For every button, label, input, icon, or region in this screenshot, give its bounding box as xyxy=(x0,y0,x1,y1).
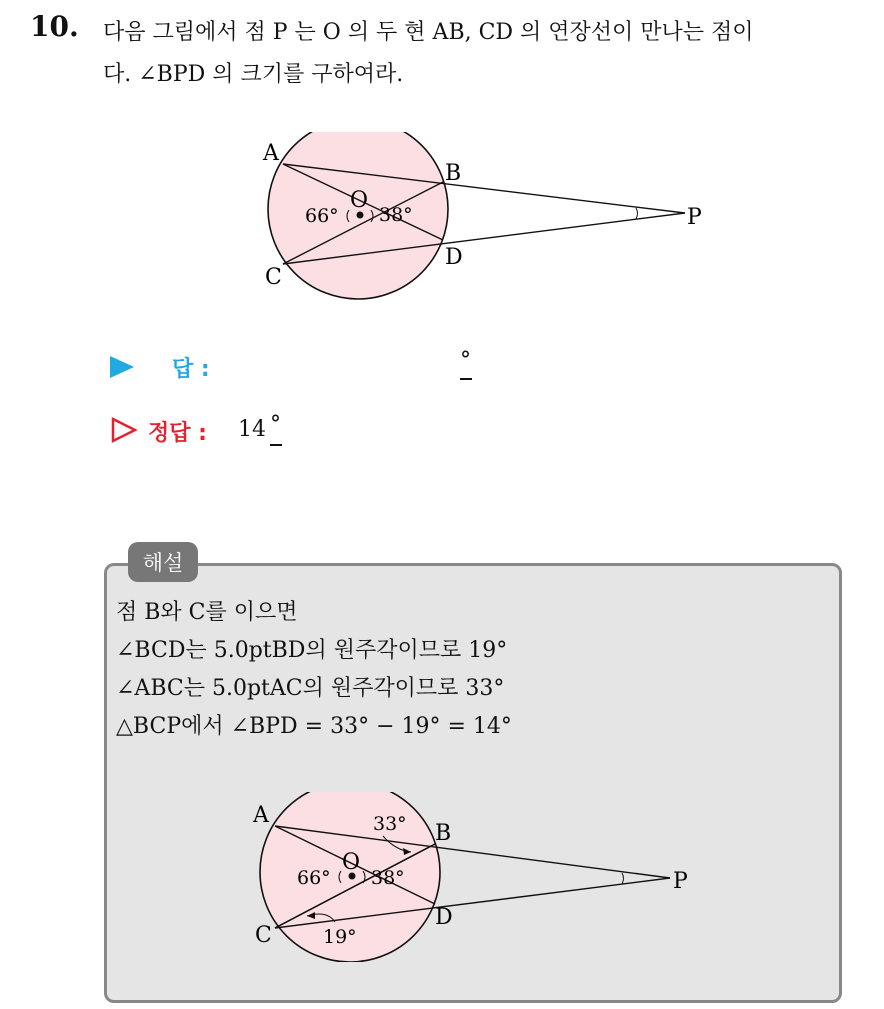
label-p: P xyxy=(687,205,702,230)
label-c-2: C xyxy=(255,923,272,948)
correct-degree: ° xyxy=(270,412,281,437)
correct-blank xyxy=(270,444,282,446)
label-o: O xyxy=(350,188,369,213)
solution-line-3: ∠ABC는 5.0ptAC의 원주각이므로 33° xyxy=(116,676,505,701)
label-d: D xyxy=(445,245,463,270)
label-a: A xyxy=(263,141,279,166)
label-b: B xyxy=(445,161,462,186)
correct-answer-row xyxy=(110,414,410,454)
circle-figure xyxy=(255,132,735,302)
solution-tab: 해설 xyxy=(128,542,198,582)
play-icon xyxy=(110,356,134,378)
angle-33: 33° xyxy=(373,813,407,835)
angle-38-2: 38° xyxy=(371,867,405,889)
label-b-2: B xyxy=(435,821,452,846)
label-p-2: P xyxy=(673,869,688,894)
answer-degree: ° xyxy=(460,348,471,373)
angle-66: 66° xyxy=(305,205,339,227)
label-c: C xyxy=(265,265,282,290)
solution-line-2: ∠BCD는 5.0ptBD의 원주각이므로 19° xyxy=(116,638,508,663)
answer-label: 답 : xyxy=(172,357,210,382)
solution-line-4: △BCP에서 ∠BPD = 33° − 19° = 14° xyxy=(116,714,512,739)
angle-66-2: 66° xyxy=(297,867,331,889)
solution-figure xyxy=(245,792,715,962)
angle-19: 19° xyxy=(323,926,357,948)
question-number: 10. xyxy=(30,10,79,43)
question-line-1: 다음 그림에서 점 P 는 O 의 두 현 AB, CD 의 연장선이 만나는 점이 xyxy=(103,20,754,45)
angle-38: 38° xyxy=(379,204,413,226)
answer-blank[interactable] xyxy=(460,378,472,380)
outline-play-icon xyxy=(110,416,138,444)
solution-line-1: 점 B와 C를 이으면 xyxy=(116,600,298,625)
label-a-2: A xyxy=(253,803,269,828)
correct-label: 정답 : xyxy=(148,421,207,446)
answer-row xyxy=(110,350,510,390)
label-o-2: O xyxy=(342,850,361,875)
question-text xyxy=(103,12,873,96)
question-line-2: 다. ∠BPD 의 크기를 구하여라. xyxy=(103,62,404,87)
correct-value: 14 xyxy=(238,417,266,442)
label-d-2: D xyxy=(435,905,453,930)
solution-text xyxy=(116,594,816,746)
